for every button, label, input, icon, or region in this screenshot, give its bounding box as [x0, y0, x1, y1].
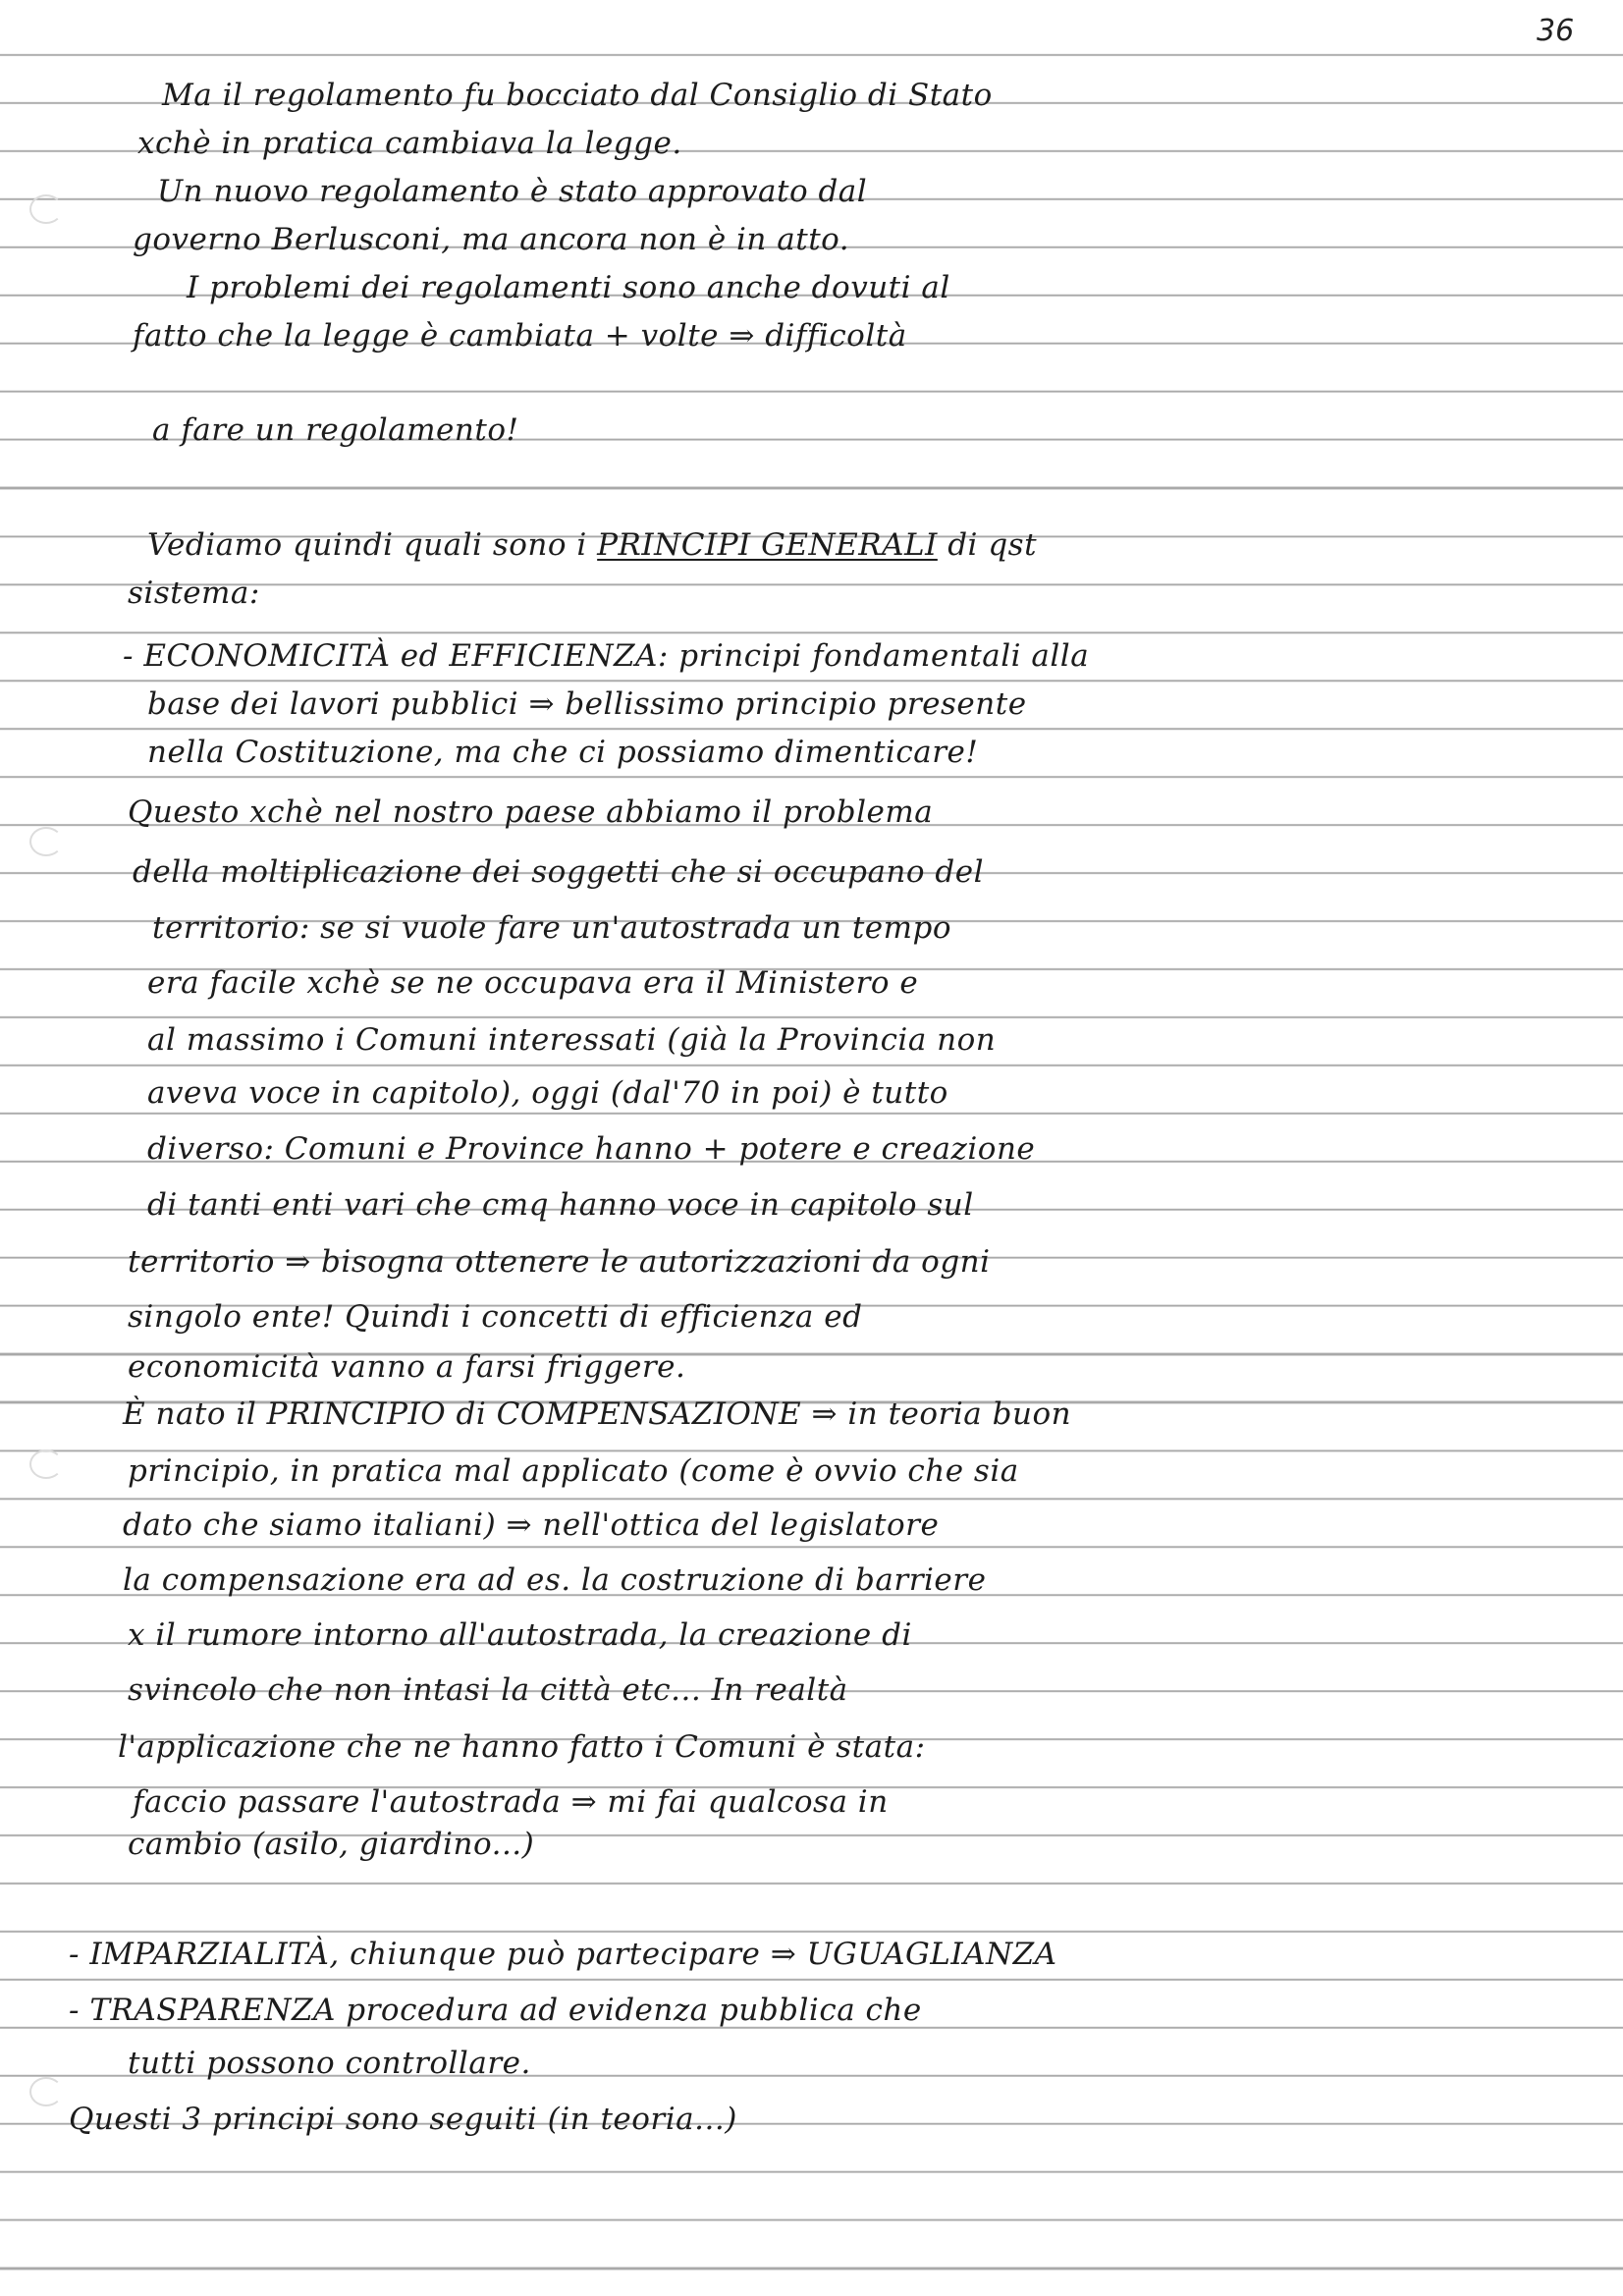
- note-line: principio, in pratica mal applicato (come è ovvio che sia: [128, 1453, 1019, 1489]
- note-line: faccio passare l'autostrada ⇒ mi fai qualcosa in: [133, 1784, 889, 1820]
- note-line: tutti possono controllare.: [128, 2046, 531, 2081]
- note-line: svincolo che non intasi la città etc... In realtà: [128, 1672, 848, 1708]
- note-line: - ECONOMICITÀ ed EFFICIENZA: principi fondamentali alla: [123, 638, 1090, 674]
- note-line: della moltiplicazione dei soggetti che si occupano del: [133, 854, 985, 890]
- note-line: territorio ⇒ bisogna ottenere le autorizzazioni da ogni: [128, 1244, 991, 1280]
- note-line: Un nuovo regolamento è stato approvato dal: [157, 174, 868, 209]
- note-line: nella Costituzione, ma che ci possiamo dimenticare!: [147, 735, 979, 770]
- punch-hole: [29, 194, 63, 224]
- note-line: di tanti enti vari che cmq hanno voce in capitolo sul: [147, 1187, 974, 1223]
- note-text: Vediamo quindi quali sono i: [147, 527, 598, 563]
- note-line: singolo ente! Quindi i concetti di efficienza ed: [128, 1299, 863, 1335]
- note-line: sistema:: [128, 575, 260, 611]
- note-line: territorio: se si vuole fare un'autostrada un tempo: [152, 910, 952, 946]
- note-line: È nato il PRINCIPIO di COMPENSAZIONE ⇒ in teoria buon: [123, 1396, 1072, 1432]
- note-line: - TRASPARENZA procedura ad evidenza pubblica che: [69, 1993, 922, 2028]
- note-line: base dei lavori pubblici ⇒ bellissimo principio presente: [147, 686, 1027, 722]
- note-line: l'applicazione che ne hanno fatto i Comuni è stata:: [118, 1729, 926, 1765]
- punch-hole: [29, 2077, 63, 2106]
- note-line: era facile xchè se ne occupava era il Ministero e: [147, 965, 919, 1001]
- note-line: Ma il regolamento fu bocciato dal Consiglio di Stato: [162, 78, 993, 113]
- note-line: al massimo i Comuni interessati (già la Provincia non: [147, 1022, 997, 1058]
- note-line: Questo xchè nel nostro paese abbiamo il problema: [128, 794, 934, 830]
- note-line: cambio (asilo, giardino...): [128, 1827, 535, 1862]
- note-line: aveva voce in capitolo), oggi (dal'70 in poi) è tutto: [147, 1075, 948, 1111]
- note-line: x il rumore intorno all'autostrada, la creazione di: [128, 1617, 912, 1653]
- punch-hole: [29, 827, 63, 856]
- note-line: la compensazione era ad es. la costruzione di barriere: [123, 1562, 987, 1598]
- note-line: dato che siamo italiani) ⇒ nell'ottica del legislatore: [123, 1507, 940, 1543]
- note-line: - IMPARZIALITÀ, chiunque può partecipare ⇒ UGUAGLIANZA: [69, 1937, 1057, 1972]
- page-number: 36: [1537, 14, 1575, 48]
- note-line-principi-generali: [147, 525, 1037, 565]
- note-line: diverso: Comuni e Province hanno + potere e creazione: [147, 1131, 1036, 1167]
- note-line: xchè in pratica cambiava la legge.: [137, 126, 682, 161]
- note-text: di qst: [937, 527, 1038, 563]
- principi-generali-heading: PRINCIPI GENERALI: [597, 527, 938, 563]
- note-line: I problemi dei regolamenti sono anche dovuti al: [187, 270, 950, 305]
- punch-hole: [29, 1449, 63, 1479]
- note-line: fatto che la legge è cambiata + volte ⇒ difficoltà: [133, 318, 907, 354]
- note-line: a fare un regolamento!: [152, 412, 519, 448]
- note-line: Questi 3 principi sono seguiti (in teoria...): [69, 2102, 737, 2137]
- note-line: governo Berlusconi, ma ancora non è in atto.: [133, 222, 850, 257]
- note-line: economicità vanno a farsi friggere.: [128, 1349, 686, 1385]
